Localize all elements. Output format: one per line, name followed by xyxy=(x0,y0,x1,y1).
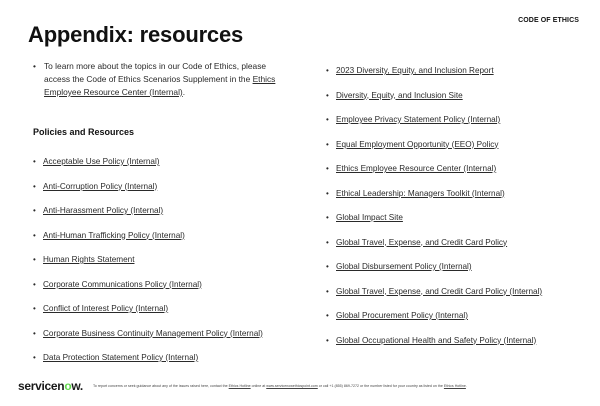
policy-list-item xyxy=(32,230,263,255)
bullet-icon: • xyxy=(33,230,36,240)
policy-list-item xyxy=(325,261,542,286)
logo-text-prefix: servicen xyxy=(18,379,65,393)
policy-link[interactable]: Corporate Business Continuity Management Policy (Internal) xyxy=(43,328,263,338)
policy-link[interactable]: Global Travel, Expense, and Credit Card Policy xyxy=(336,237,508,247)
policy-link[interactable]: Data Protection Statement Policy (Internal) xyxy=(43,353,199,362)
footer-disclaimer xyxy=(93,384,467,388)
policy-list-item xyxy=(32,254,263,279)
policy-list-item xyxy=(325,335,542,360)
policy-link[interactable]: Global Occupational Health and Safety Policy (Internal) xyxy=(336,335,537,345)
policy-link[interactable]: Global Impact Site xyxy=(336,213,403,222)
policy-list-item xyxy=(325,310,542,335)
policy-link[interactable]: Ethical Leadership: Managers Toolkit (Internal) xyxy=(336,188,505,198)
section-heading-policies: Policies and Resources xyxy=(33,127,135,137)
bullet-icon: • xyxy=(326,213,329,222)
bullet-icon: • xyxy=(33,279,36,289)
ethics-hotline-link[interactable]: Ethics Hotline xyxy=(228,384,251,388)
policy-list-item xyxy=(325,237,542,262)
bullet-icon: • xyxy=(326,115,329,124)
policy-list-item xyxy=(32,352,263,377)
intro-text-end: . xyxy=(182,87,186,97)
bullet-icon: • xyxy=(326,311,329,320)
footer-text-part: . xyxy=(465,384,467,388)
footer-text-part: online at xyxy=(250,384,267,388)
policy-link[interactable]: Anti-Corruption Policy (Internal) xyxy=(43,181,158,191)
policy-link[interactable]: 2023 Diversity, Equity, and Inclusion Report xyxy=(336,66,494,75)
bullet-icon: • xyxy=(326,335,329,345)
bullet-icon: • xyxy=(33,61,36,71)
policy-link[interactable]: Ethics Employee Resource Center (Internal) xyxy=(336,164,497,173)
policy-list-item xyxy=(325,286,542,311)
policy-list-right xyxy=(325,65,542,359)
policy-list-left xyxy=(32,156,263,377)
policy-link[interactable]: Corporate Communications Policy (Internal) xyxy=(43,279,202,289)
bullet-icon: • xyxy=(326,237,329,247)
logo-accent-o: o xyxy=(64,379,72,393)
policy-list-item xyxy=(32,205,263,230)
policy-list-item xyxy=(32,156,263,181)
intro-text-part: To learn more about the topics in our Code of Ethics, please access the Code of Ethics Scenarios Supplement in the xyxy=(44,61,267,84)
bullet-icon: • xyxy=(326,66,329,75)
intro-paragraph xyxy=(33,60,293,99)
page-title: Appendix: resources xyxy=(28,22,244,47)
policy-link[interactable]: Diversity, Equity, and Inclusion Site xyxy=(336,90,463,100)
policy-list-item xyxy=(325,188,542,213)
policy-list-item xyxy=(325,212,542,237)
bullet-icon: • xyxy=(33,328,36,338)
document-header-label: CODE OF ETHICS xyxy=(518,17,579,24)
bullet-icon: • xyxy=(33,206,36,215)
bullet-icon: • xyxy=(33,353,36,362)
ethics-hotline-link-2[interactable]: Ethics Hotline xyxy=(443,384,466,388)
footer-text-part: To report concerns or seek guidance about any of the issues raised here, contact the xyxy=(93,384,229,388)
policy-list-item xyxy=(32,279,263,304)
policy-list-item xyxy=(325,90,542,115)
servicenow-logo xyxy=(18,379,83,393)
policy-link[interactable]: Global Travel, Expense, and Credit Card Policy (Internal) xyxy=(336,286,543,296)
ethics-resource-center-link[interactable]: Ethics Employee Resource Center (Internal) xyxy=(44,74,276,97)
policy-list-item xyxy=(32,303,263,328)
policy-link[interactable]: Human Rights Statement xyxy=(43,255,135,264)
policy-link[interactable]: Global Disbursement Policy (Internal) xyxy=(336,262,472,271)
policy-link[interactable]: Global Procurement Policy (Internal) xyxy=(336,311,468,320)
footer-text-part: or call +1 (855) 869-7272 or the number listed for your country as listed on the xyxy=(317,384,444,388)
policy-list-item xyxy=(325,114,542,139)
policy-link[interactable]: Acceptable Use Policy (Internal) xyxy=(43,157,160,166)
bullet-icon: • xyxy=(326,90,329,100)
intro-text xyxy=(44,60,293,99)
policy-link[interactable]: Equal Employment Opportunity (EEO) Policy xyxy=(336,139,499,149)
bullet-icon: • xyxy=(33,181,36,191)
policy-list-item xyxy=(325,139,542,164)
bullet-icon: • xyxy=(326,164,329,173)
bullet-icon: • xyxy=(33,255,36,264)
bullet-icon: • xyxy=(326,188,329,198)
policy-list-item xyxy=(32,181,263,206)
policy-link[interactable]: Anti-Human Trafficking Policy (Internal) xyxy=(43,230,185,240)
policy-link[interactable]: Anti-Harassment Policy (Internal) xyxy=(43,206,164,215)
ethicspoint-website-link[interactable]: www.servicenowethicspoint.com xyxy=(266,384,318,388)
policy-list-item xyxy=(325,65,542,90)
bullet-icon: • xyxy=(33,304,36,313)
policy-list-item xyxy=(32,328,263,353)
bullet-icon: • xyxy=(326,139,329,149)
logo-text-suffix: w. xyxy=(71,379,83,393)
bullet-icon: • xyxy=(326,286,329,296)
policy-link[interactable]: Conflict of Interest Policy (Internal) xyxy=(43,304,169,313)
policy-list-item xyxy=(325,163,542,188)
bullet-icon: • xyxy=(33,157,36,166)
footer xyxy=(0,378,600,398)
bullet-icon: • xyxy=(326,262,329,271)
policy-link[interactable]: Employee Privacy Statement Policy (Internal) xyxy=(336,115,501,124)
